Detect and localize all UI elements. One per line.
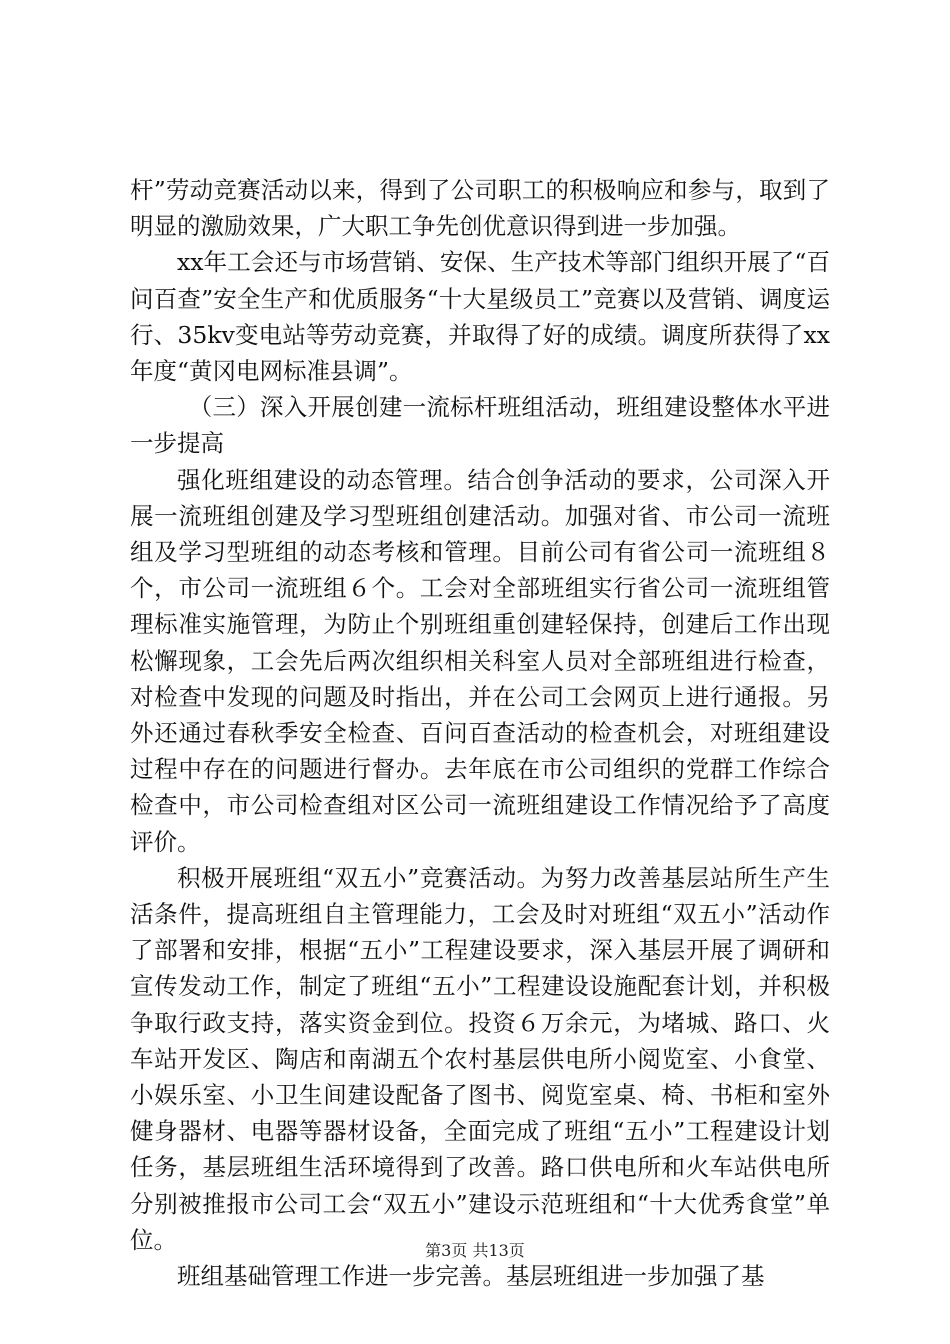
paragraph-double-five-small: 积极开展班组“双五小”竞赛活动。为努力改善基层站所生产生活条件，提高班组自主管理能力，工会及时对班组“双五小”活动作了部署和安排，根据“五小”工程建设要求，深入基层开展了调研和宣传发动工作，制定了班组“五小”工程建设设施配套计划，并积极争取行政支持，落实资金到位。投资６万余元，为堵城、路口、火车站开发区、陶店和南湖五个农村基层供电所小阅览室、小食堂、小娱乐室、小卫生间建设配备了图书、阅览室桌、椅、书柜和室外健身器材、电器等器材设备，全面完成了班组“五小”工程建设计划任务，基层班组生活环境得到了改善。路口供电所和火车站供电所分别被推报市公司工会“双五小”建设示范班组和“十大优秀食堂”单位。 xyxy=(130,863,830,1254)
paragraph-continued: 杆”劳动竞赛活动以来，得到了公司职工的积极响应和参与，取到了明显的激励效果，广大职工争先创优意识得到进一步加强。 xyxy=(130,176,830,241)
paragraph-team-dynamic-management: 强化班组建设的动态管理。结合创争活动的要求，公司深入开展一流班组创建及学习型班组创建活动。加强对省、市公司一流班组及学习型班组的动态考核和管理。目前公司有省公司一流班组８个，市公司一流班组６个。工会对全部班组实行省公司一流班组管理标准实施管理，为防止个别班组重创建轻保持，创建后工作出现松懈现象，工会先后两次组织相关科室人员对全部班组进行检查，对检查中发现的问题及时指出，并在公司工会网页上进行通报。另外还通过春秋季安全检查、百问百查活动的检查机会，对班组建设过程中存在的问题进行督办。去年底在市公司组织的党群工作综合检查中，市公司检查组对区公司一流班组建设工作情况给予了高度评价。 xyxy=(130,465,830,856)
page-footer: 第3页 共13页 xyxy=(425,1241,525,1260)
section-heading: （三）深入开展创建一流标杆班组活动，班组建设整体水平进一步提高 xyxy=(130,393,830,458)
paragraph-basic-management: 班组基础管理工作进一步完善。基层班组进一步加强了基 xyxy=(177,1262,765,1291)
paragraph-labor-competition: xx年工会还与市场营销、安保、生产技术等部门组织开展了“百问百查”安全生产和优质服务“十大星级员工”竞赛以及营销、调度运行、35kv变电站等劳动竞赛，并取得了好的成绩。调度所获得了xx年度“黄冈电网标准县调”。 xyxy=(130,248,830,386)
document-body xyxy=(130,172,830,1294)
